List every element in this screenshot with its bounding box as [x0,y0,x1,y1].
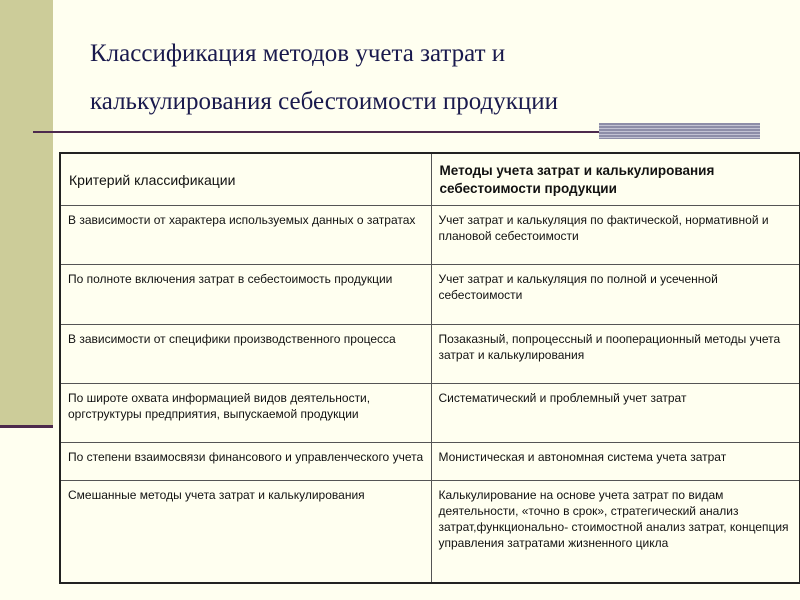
header-criterion: Критерий классификации [60,153,431,206]
slide-title [90,30,730,126]
decorative-side-bar [0,0,53,425]
methods-cell: Учет затрат и калькуляция по полной и усеченной себестоимости [431,265,800,324]
criterion-cell: Смешанные методы учета затрат и калькулирования [60,481,431,583]
table-row [60,481,800,583]
methods-cell: Учет затрат и калькуляция по фактической, нормативной и плановой себестоимости [431,206,800,265]
methods-cell: Калькулирование на основе учета затрат по видам деятельности, «точно в срок», стратегический анализ затрат,функционально- стоимостной анализ затрат, концепция управления затратами жизненного цикла [431,481,800,583]
title-line-2: калькулирования себестоимости продукции [90,88,559,115]
title-line-1: Классификация методов учета затрат и [90,40,506,67]
table-header-row [60,153,800,206]
methods-cell: Монистическая и автономная система учета затрат [431,443,800,481]
criterion-cell: В зависимости от специфики производственного процесса [60,324,431,383]
table-row [60,206,800,265]
methods-cell: Систематический и проблемный учет затрат [431,383,800,442]
methods-cell: Позаказный, попроцессный и пооперационный методы учета затрат и калькулирования [431,324,800,383]
table-row [60,324,800,383]
table-row [60,383,800,442]
side-bar-underline [0,425,53,428]
classification-table [59,152,800,584]
criterion-cell: В зависимости от характера используемых данных о затратах [60,206,431,265]
table-row [60,443,800,481]
criterion-cell: По степени взаимосвязи финансового и управленческого учета [60,443,431,481]
table-row [60,265,800,324]
divider-accent-block [599,123,760,139]
criterion-cell: По полноте включения затрат в себестоимость продукции [60,265,431,324]
criterion-cell: По широте охвата информацией видов деятельности, оргструктуры предприятия, выпускаемой продукции [60,383,431,442]
header-methods: Методы учета затрат и калькулирования себестоимости продукции [431,153,800,206]
